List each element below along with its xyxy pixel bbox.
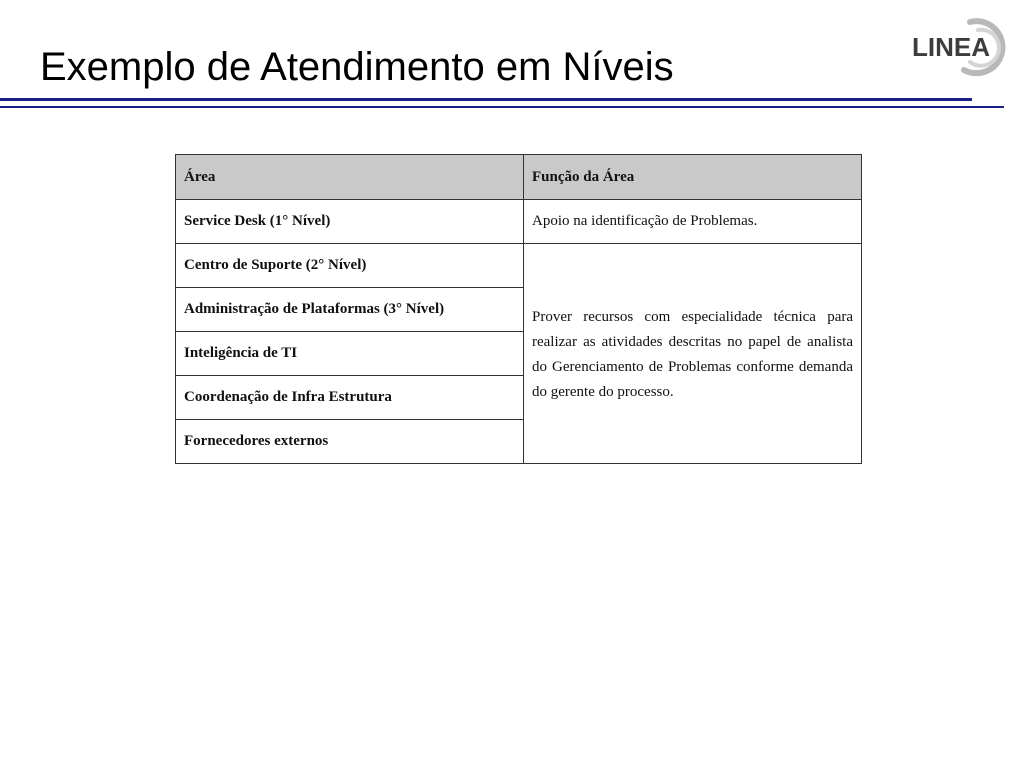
- header-rule-bottom: [0, 106, 1004, 108]
- header-function: Função da Área: [524, 155, 862, 200]
- linea-logo: [900, 14, 1012, 80]
- slide-title: Exemplo de Atendimento em Níveis: [40, 45, 674, 89]
- table-row: [176, 244, 862, 288]
- logo-text: LINEA: [912, 32, 990, 62]
- area-cell: Administração de Plataformas (3° Nível): [176, 288, 524, 332]
- area-cell: Service Desk (1° Nível): [176, 200, 524, 244]
- function-cell-merged: Prover recursos com especialidade técnica para realizar as atividades descritas no papel de analista do Gerenciamento de Problemas conforme demanda do gerente do processo.: [524, 244, 862, 464]
- areas-table: [175, 154, 862, 464]
- area-cell: Centro de Suporte (2° Nível): [176, 244, 524, 288]
- table-row: [176, 200, 862, 244]
- header-rule-top: [0, 98, 972, 101]
- area-cell: Coordenação de Infra Estrutura: [176, 376, 524, 420]
- area-cell: Fornecedores externos: [176, 420, 524, 464]
- area-cell: Inteligência de TI: [176, 332, 524, 376]
- header-area: Área: [176, 155, 524, 200]
- function-cell: Apoio na identificação de Problemas.: [524, 200, 862, 244]
- table-header-row: [176, 155, 862, 200]
